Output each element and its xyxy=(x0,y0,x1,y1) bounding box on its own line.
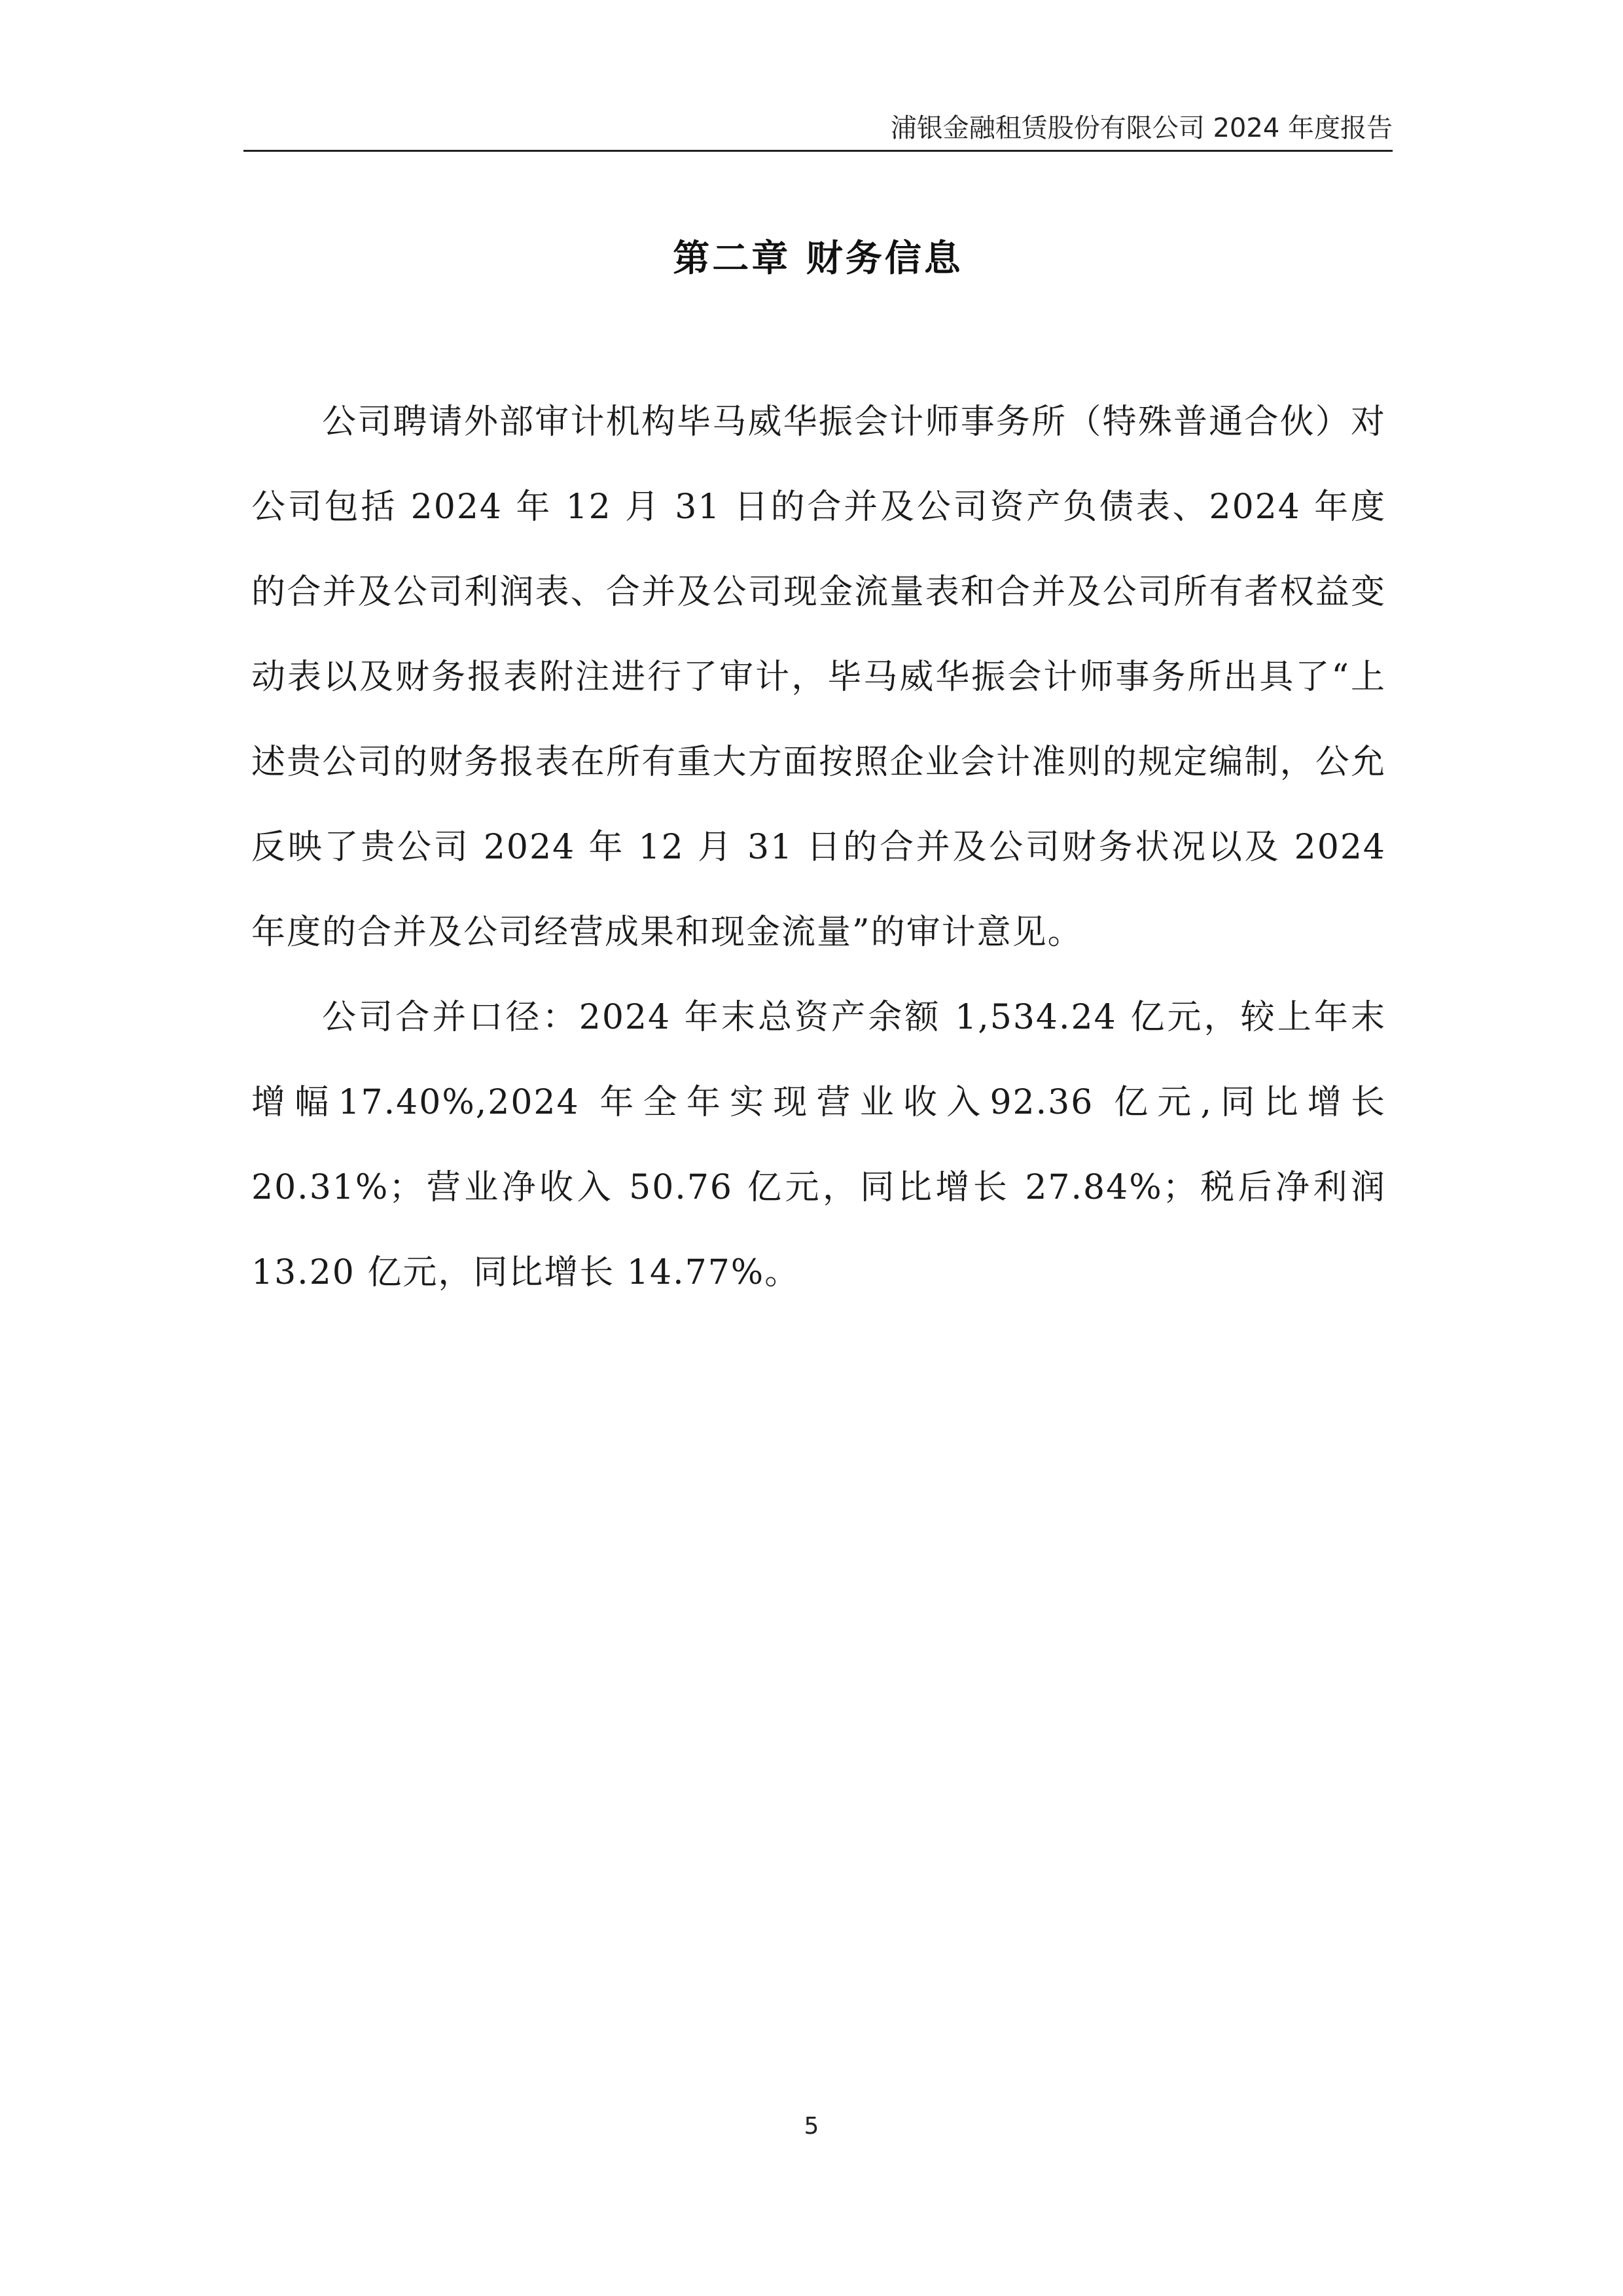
body-text xyxy=(251,380,1386,1315)
running-header-title: 浦银金融租赁股份有限公司 2024 年度报告 xyxy=(890,113,1393,143)
header-divider xyxy=(243,150,1393,152)
paragraph-audit-opinion: 公司聘请外部审计机构毕马威华振会计师事务所（特殊普通合伙）对公司包括 2024 年 12 月 31 日的合并及公司资产负债表、2024 年度的合并及公司利润表、合并及公司现金流量表和合并及公司所有者权益变动表以及财务报表附注进行了审计，毕马威华振会计师事务所出具了“上述贵公司的财务报表在所有重大方面按照企业会计准则的规定编制，公允反映了贵公司 2024 年 12 月 31 日的合并及公司财务状况以及 2024 年度的合并及公司经营成果和现金流量”的审计意见。 xyxy=(251,402,1386,952)
paragraph-financial-summary: 公司合并口径：2024 年末总资产余额 1,534.24 亿元，较上年末增幅17.40%,2024 年全年实现营业收入92.36 亿元,同比增长20.31%；营业净收入 50.76 亿元，同比增长 27.84%；税后净利润 13.20 亿元，同比增长 14.77%。 xyxy=(251,998,1386,1292)
chapter-title: 第二章 财务信息 xyxy=(673,237,963,280)
page-number: 5 xyxy=(804,2113,819,2140)
